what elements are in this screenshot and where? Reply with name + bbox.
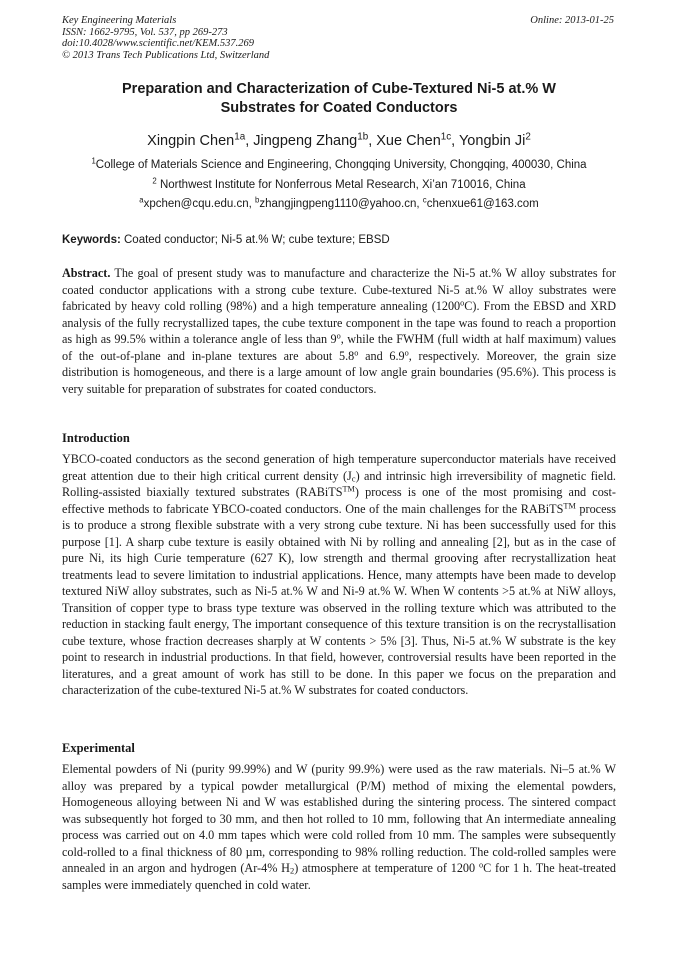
- author-list: [62, 132, 616, 150]
- degree-mark: o: [354, 347, 359, 357]
- email-mark: c: [422, 195, 427, 205]
- online-date: Online: 2013-01-25: [530, 15, 614, 26]
- experimental-paragraph: [62, 761, 616, 893]
- abstract-text: The goal of present study was to manufacture and characterize the Ni-5 at.% W alloy substrates for coated conductor applications with a strong cube texture. Cube-textured Ni-5 at.% W alloy substrates were fabricated by heavy cold rolling (98%) and a high temperature annealing (1200: [62, 266, 616, 313]
- copyright-line: © 2013 Trans Tech Publications Ltd, Switzerland: [62, 49, 270, 61]
- author-name: Jingpeng Zhang: [253, 133, 358, 149]
- degree-mark: o: [336, 331, 341, 341]
- experimental-text: ) atmosphere at temperature of 1200: [294, 861, 479, 875]
- journal-name: Key Engineering Materials: [62, 15, 177, 26]
- email-link[interactable]: zhangjingpeng1110@yahoo.cn,: [259, 198, 423, 210]
- email-link[interactable]: xpchen@cqu.edu.cn,: [143, 198, 255, 210]
- author-emails: [62, 197, 616, 211]
- author-affil-mark: 1a: [234, 131, 246, 143]
- trademark-mark: TM: [342, 484, 355, 494]
- affiliation-1: [62, 158, 616, 172]
- subscript: 2: [289, 865, 295, 876]
- author-name: Yongbin Ji: [458, 133, 526, 149]
- subscript: c: [351, 473, 356, 484]
- title-line-2: Substrates for Coated Conductors: [220, 100, 458, 116]
- email-mark: a: [139, 195, 144, 205]
- author-separator: ,: [368, 133, 377, 149]
- degree-mark: o: [478, 860, 484, 870]
- experimental-heading: Experimental: [62, 741, 135, 755]
- title-line-1: Preparation and Characterization of Cube-Textured Ni-5 at.% W: [122, 81, 556, 97]
- author-separator: ,: [451, 133, 459, 149]
- abstract-text: and 6.9: [358, 348, 405, 363]
- doi-line: doi:10.4028/www.scientific.net/KEM.537.269: [62, 38, 254, 49]
- abstract-paragraph: [62, 265, 616, 397]
- keywords-label: Keywords:: [62, 234, 121, 246]
- affiliation-2: [62, 178, 616, 192]
- author-name: Xingpin Chen: [147, 133, 235, 149]
- email-mark: b: [255, 195, 260, 205]
- author-name: Xue Chen: [376, 133, 441, 149]
- affil-text: College of Materials Science and Engineering, Chongqing University, Chongqing, 400030, China: [95, 159, 587, 171]
- abstract-text: , respectively. Moreover, the grain size distribution is homogeneous, and there is a large amount of low angle grain boundaries (95.6%). This process is very suitable for preparation of substrates for coated conductors.: [62, 348, 616, 396]
- introduction-paragraph: [62, 451, 616, 699]
- trademark-mark: TM: [563, 500, 576, 510]
- keywords-text: Coated conductor; Ni-5 at.% W; cube texture; EBSD: [120, 234, 390, 246]
- author-affil-mark: 2: [525, 131, 531, 143]
- affil-mark: 1: [91, 156, 96, 166]
- paper-title: [62, 80, 616, 118]
- affil-mark: 2: [152, 176, 157, 186]
- intro-text: ) and intrinsic high irreversibility of magnetic field. Rolling-assisted biaxially textured substrates (RABiTS: [62, 468, 616, 499]
- abstract-text: , while the FWHM (full width at half maximum) values of the out-of-plane and in-plane textures are about 5.8: [62, 332, 616, 363]
- intro-text: ) process is one of the most promising and cost-effective methods to fabricate YBCO-coated conductors. One of the main challenges for the RABiTS: [62, 485, 616, 516]
- email-link[interactable]: chenxue61@163.com: [426, 198, 539, 210]
- abstract-text: C). From the EBSD and XRD analysis of the fully recrystallized tapes, the cube texture component in the tape was found to reach a proportion as high as 99.5% within a tolerance angle of less than 9: [62, 299, 617, 346]
- author-affil-mark: 1b: [357, 131, 369, 143]
- intro-text: process is to produce a strong flexible substrate with a very strong cube texture. Ni has been successfully used for this purpose [1]. A sharp cube texture is easily obtained with Ni by rolling and annealing [2], but as in the case of pure Ni, its high Curie temperature (627 K), low strength and thermal grooving after recrystallization heat treatments lead to severe limitation to industrial applications. Hence, many attempts have been made to develop textured NiW alloy substrates, such as Ni-5 at.% W and Ni-9 at.% W. When W contents >5 at.% at NiW alloys, Transition of copper type to brass type texture was observed in the rolling texture which was attributed to the reduction in stacking fault energy, The important consequence of this texture transition is on the recrystallisation cube texture, whose fraction decreases sharply at W contents > 5% [3]. Thus, Ni-5 at.% W substrate is the key point to research in industrial productions. In that field, however, controversial results have been reported in the literatures, and a great amount of work has still to be done. In this paper we focus on the preparation and characterization of the cube-textured Ni-5 at.% W substrates for coated conductors.: [62, 501, 616, 697]
- experimental-text: Elemental powders of Ni (purity 99.99%) and W (purity 99.9%) were used as the raw materials. Ni–5 at.% W alloy was prepared by a typical powder metallurgical (P/M) method of mixing the elemental powders, Homogeneous alloying between Ni and W was established during the sintering process. The sintered compact was subsequently hot forged to 30 mm, and then hot rolled to 10 mm, following that An intermediate annealing process was carried out on 4.0 mm tapes which were cold rolled from 10 mm. The samples were subsequently cold-rolled to a final thickness of 80 µm, corresponding to 98% rolling reduction. The cold-rolled samples were annealed in an argon and hydrogen (Ar-4% H: [62, 762, 616, 875]
- degree-mark: o: [404, 347, 409, 357]
- keywords-line: [62, 233, 616, 247]
- author-affil-mark: 1c: [440, 131, 452, 143]
- journal-header: [62, 15, 614, 61]
- degree-mark: o: [460, 298, 465, 308]
- abstract-label: Abstract.: [62, 266, 111, 280]
- introduction-heading: Introduction: [62, 431, 130, 445]
- experimental-text: C for 1 h. The heat-treated samples were immediately quenched in cold water.: [62, 861, 616, 892]
- intro-text: YBCO-coated conductors as the second generation of high temperature superconductor materials have received great attention due to their high critical current density (J: [62, 452, 616, 483]
- issn-line: ISSN: 1662-9795, Vol. 537, pp 269-273: [62, 26, 228, 38]
- author-separator: ,: [245, 133, 254, 149]
- affil-text: Northwest Institute for Nonferrous Metal Research, Xi’an 710016, China: [156, 179, 526, 191]
